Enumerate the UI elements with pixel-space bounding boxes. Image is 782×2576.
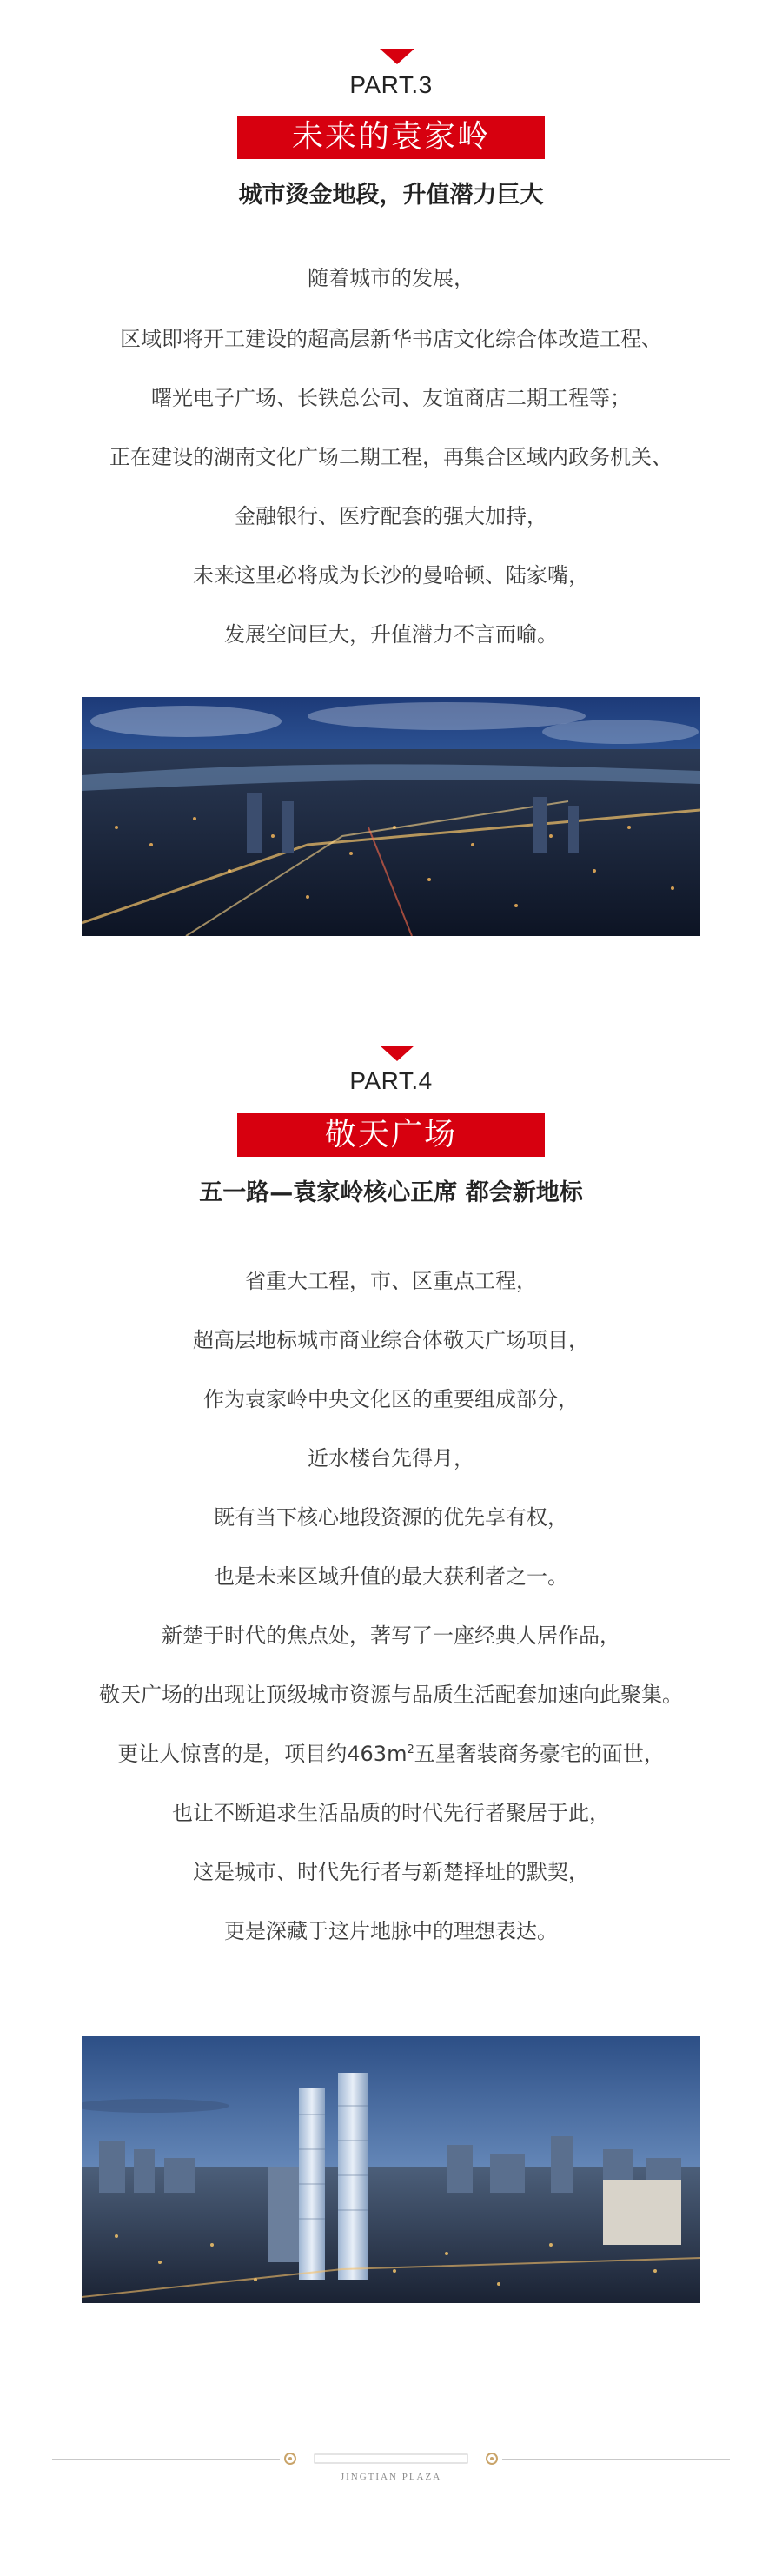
text-line: 发展空间巨大，升值潜力不言而喻。 <box>224 622 558 647</box>
footer-divider-right <box>502 2459 730 2460</box>
text-line: 这是城市、时代先行者与新楚择址的默契， <box>193 1860 589 1884</box>
text-line-with-superscript <box>0 1736 782 1767</box>
text-segment: 更让人惊喜的是，项目约463m <box>117 1742 408 1766</box>
superscript: 2 <box>407 1743 414 1756</box>
part3-title: 未来的袁家岭 <box>237 116 545 159</box>
text-line: 也是未来区域升值的最大获利者之一。 <box>214 1564 568 1589</box>
text-line: 省重大工程，市、区重点工程， <box>245 1269 537 1293</box>
part3-label: PART.3 <box>349 71 433 98</box>
text-line: 曙光电子广场、长铁总公司、友谊商店二期工程等； <box>151 386 631 410</box>
part4-title: 敬天广场 <box>237 1113 545 1157</box>
city-night-panorama-image <box>82 697 700 936</box>
section-marker-triangle <box>380 1046 414 1061</box>
footer-logo-text: JINGTIAN PLAZA <box>340 2472 442 2482</box>
text-line: 更是深藏于这片地脉中的理想表达。 <box>224 1919 558 1943</box>
part3-subtitle: 城市烫金地段，升值潜力巨大 <box>238 182 544 209</box>
text-line: 新楚于时代的焦点处，著写了一座经典人居作品， <box>162 1623 620 1648</box>
part4-subtitle: 五一路—袁家岭核心正席 都会新地标 <box>199 1179 583 1206</box>
text-line: 也让不断追求生活品质的时代先行者聚居于此， <box>172 1801 610 1825</box>
text-line: 近水楼台先得月， <box>308 1446 474 1471</box>
text-line: 超高层地标城市商业综合体敬天广场项目， <box>193 1328 589 1352</box>
footer-divider-left <box>52 2459 280 2460</box>
text-line: 未来这里必将成为长沙的曼哈顿、陆家嘴， <box>193 563 589 588</box>
part4-label: PART.4 <box>349 1067 433 1094</box>
text-segment: 五星奢装商务豪宅的面世， <box>414 1742 665 1766</box>
footer-emblem-icon <box>280 2451 502 2468</box>
section-marker-triangle <box>380 49 414 64</box>
text-line: 随着城市的发展， <box>308 266 474 290</box>
text-line: 敬天广场的出现让顶级城市资源与品质生活配套加速向此聚集。 <box>99 1683 683 1707</box>
text-line: 金融银行、医疗配套的强大加持， <box>235 504 547 528</box>
text-line: 正在建设的湖南文化广场二期工程，再集合区域内政务机关、 <box>109 445 673 469</box>
text-line: 作为袁家岭中央文化区的重要组成部分， <box>203 1387 579 1411</box>
text-line: 既有当下核心地段资源的优先享有权， <box>214 1505 568 1530</box>
text-line: 区域即将开工建设的超高层新华书店文化综合体改造工程、 <box>120 327 662 351</box>
jingtian-plaza-towers-image <box>82 2036 700 2303</box>
